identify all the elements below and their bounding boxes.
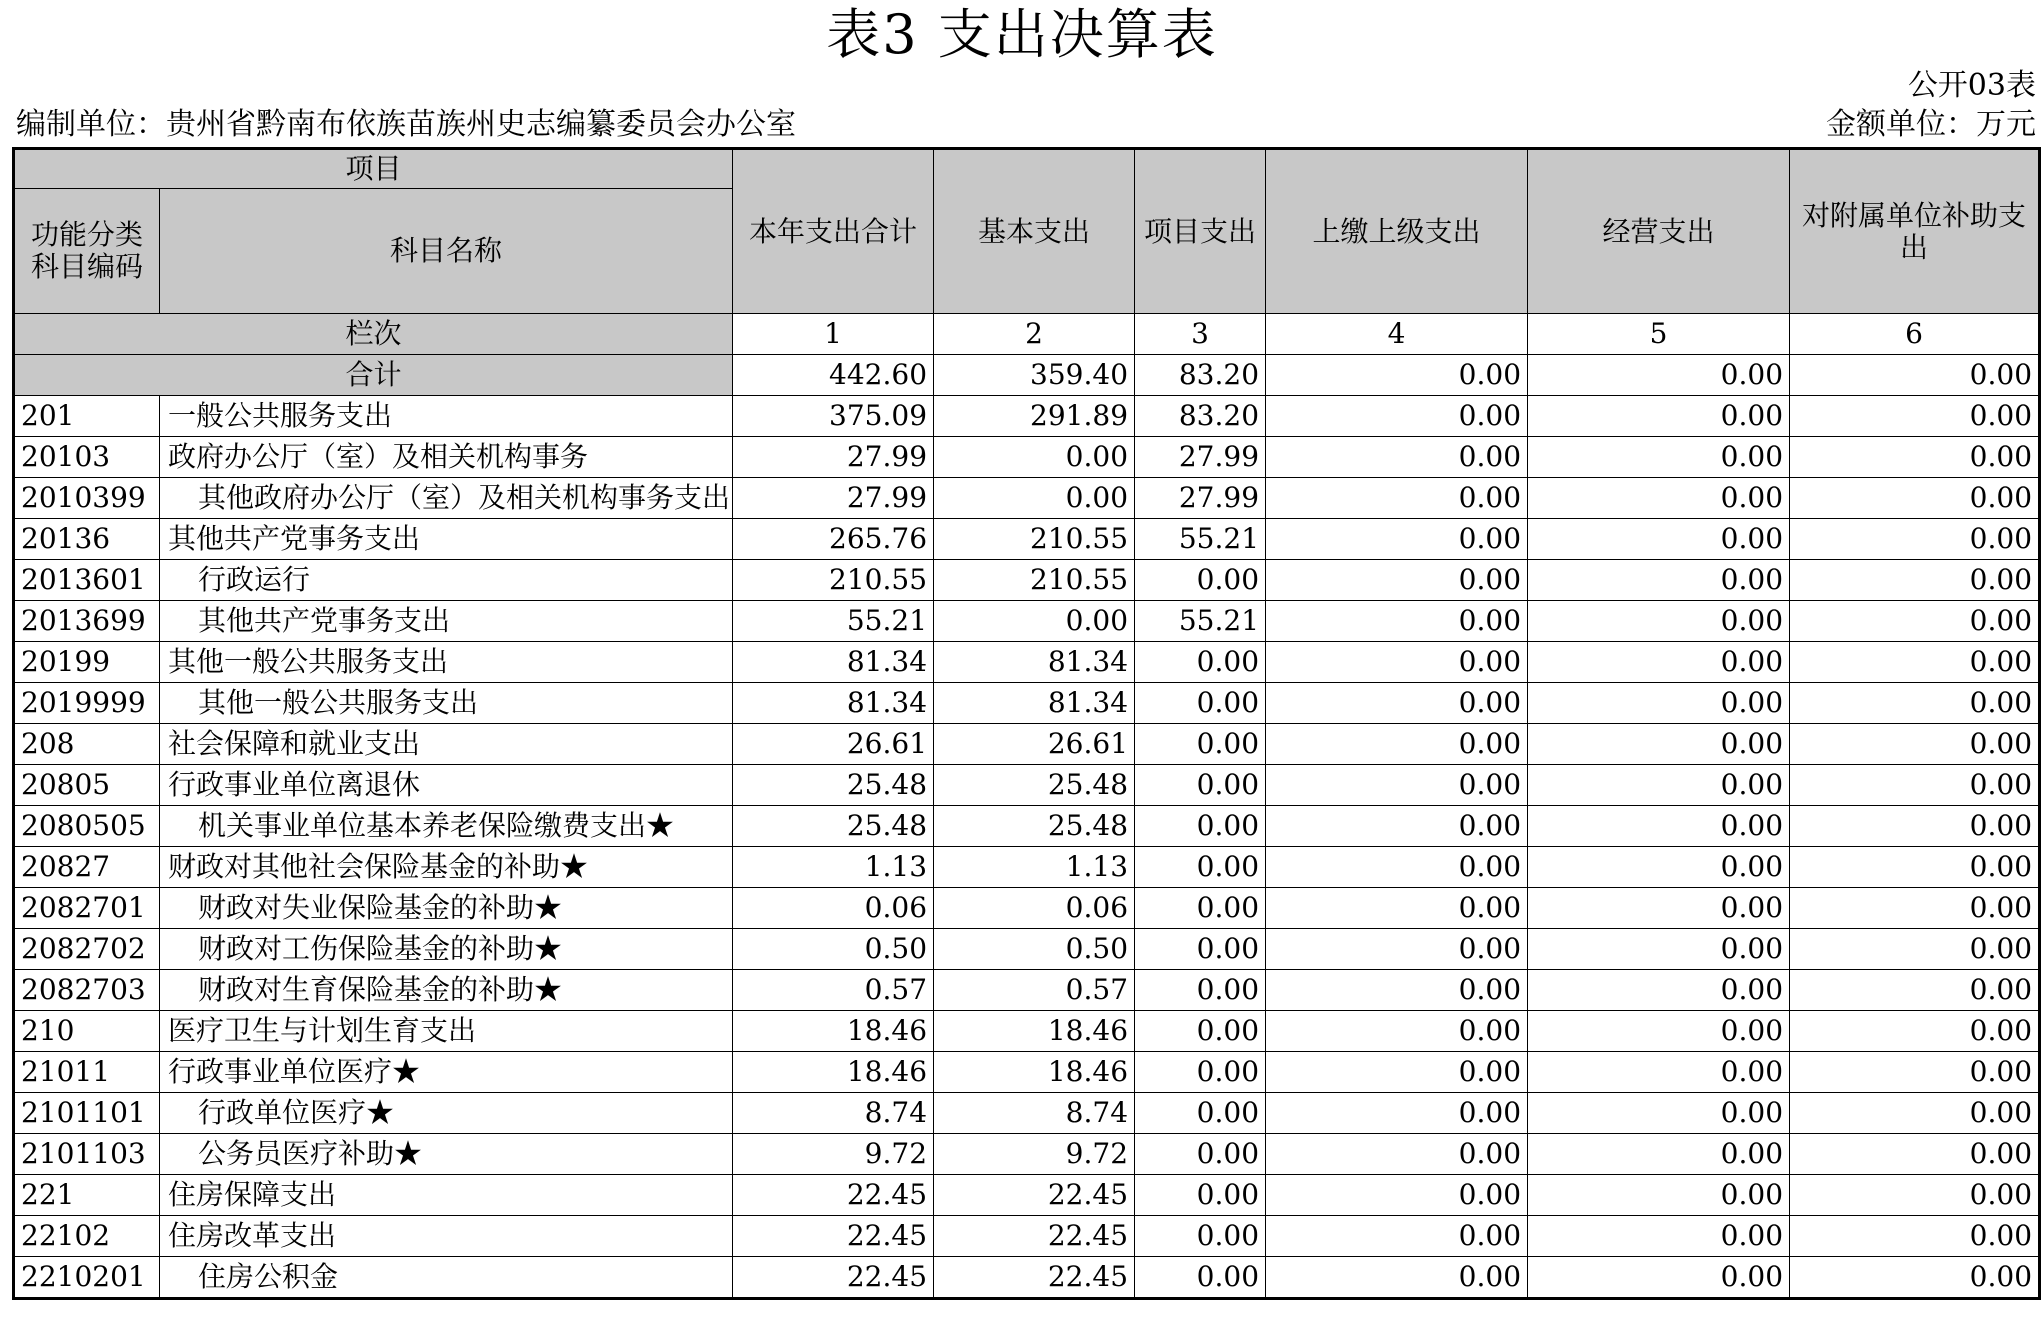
row-v5: 0.00 [1528,1257,1790,1299]
header-col1: 本年支出合计 [733,149,934,314]
table-row [14,683,2040,724]
row-name: 行政事业单位离退休 [160,765,733,806]
row-v5: 0.00 [1528,1134,1790,1175]
row-v4: 0.00 [1266,929,1528,970]
row-v3: 0.00 [1135,1175,1266,1216]
row-v1: 22.45 [733,1216,934,1257]
row-v4: 0.00 [1266,437,1528,478]
row-v4: 0.00 [1266,396,1528,437]
row-v3: 0.00 [1135,724,1266,765]
row-v6: 0.00 [1790,888,2040,929]
row-v5: 0.00 [1528,765,1790,806]
row-v1: 8.74 [733,1093,934,1134]
row-v2: 0.57 [934,970,1135,1011]
row-code: 21011 [14,1052,160,1093]
row-v4: 0.00 [1266,642,1528,683]
row-v3: 27.99 [1135,478,1266,519]
total-row [14,355,2040,396]
column-number-row [14,314,2040,355]
header-col5: 经营支出 [1528,149,1790,314]
row-v5: 0.00 [1528,1093,1790,1134]
row-v4: 0.00 [1266,765,1528,806]
row-v1: 18.46 [733,1011,934,1052]
table-row [14,642,2040,683]
header-row-1 [14,149,2040,189]
row-v2: 0.06 [934,888,1135,929]
row-v4: 0.00 [1266,560,1528,601]
row-v2: 1.13 [934,847,1135,888]
table-row [14,724,2040,765]
row-v6: 0.00 [1790,478,2040,519]
row-v6: 0.00 [1790,396,2040,437]
row-v4: 0.00 [1266,1134,1528,1175]
table-row [14,888,2040,929]
currency-unit: 金额单位：万元 [1826,107,2036,142]
row-v4: 0.00 [1266,806,1528,847]
header-col3: 项目支出 [1135,149,1266,314]
row-name: 一般公共服务支出 [160,396,733,437]
row-v5: 0.00 [1528,970,1790,1011]
row-code: 20199 [14,642,160,683]
header-project: 项目 [14,149,733,189]
total-v3: 83.20 [1135,355,1266,396]
form-number: 公开03表 [1907,68,2036,103]
row-name: 医疗卫生与计划生育支出 [160,1011,733,1052]
row-v5: 0.00 [1528,806,1790,847]
table-row [14,396,2040,437]
row-v4: 0.00 [1266,888,1528,929]
row-v2: 210.55 [934,560,1135,601]
row-v4: 0.00 [1266,519,1528,560]
row-v5: 0.00 [1528,929,1790,970]
row-v6: 0.00 [1790,1052,2040,1093]
row-v3: 0.00 [1135,929,1266,970]
row-code: 2101103 [14,1134,160,1175]
row-v5: 0.00 [1528,888,1790,929]
row-v3: 0.00 [1135,1093,1266,1134]
row-v4: 0.00 [1266,847,1528,888]
row-code: 2013699 [14,601,160,642]
row-code: 210 [14,1011,160,1052]
row-v3: 0.00 [1135,765,1266,806]
row-v6: 0.00 [1790,724,2040,765]
row-v4: 0.00 [1266,724,1528,765]
row-v3: 0.00 [1135,970,1266,1011]
row-code: 2019999 [14,683,160,724]
row-name: 住房公积金 [160,1257,733,1299]
row-v6: 0.00 [1790,1175,2040,1216]
row-v4: 0.00 [1266,601,1528,642]
row-v1: 0.57 [733,970,934,1011]
row-v5: 0.00 [1528,437,1790,478]
row-v2: 81.34 [934,642,1135,683]
table-row [14,1175,2040,1216]
row-v6: 0.00 [1790,642,2040,683]
table-row [14,970,2040,1011]
row-v6: 0.00 [1790,519,2040,560]
column-number-3: 3 [1135,314,1266,355]
row-v3: 0.00 [1135,1257,1266,1299]
table-row [14,560,2040,601]
row-v5: 0.00 [1528,560,1790,601]
row-code: 22102 [14,1216,160,1257]
row-code: 20103 [14,437,160,478]
row-v1: 55.21 [733,601,934,642]
header-col6: 对附属单位补助支出 [1790,149,2040,314]
row-code: 2210201 [14,1257,160,1299]
row-v4: 0.00 [1266,1052,1528,1093]
table-row [14,929,2040,970]
row-v2: 26.61 [934,724,1135,765]
row-v3: 0.00 [1135,1052,1266,1093]
total-label: 合计 [14,355,733,396]
row-v2: 291.89 [934,396,1135,437]
row-v6: 0.00 [1790,601,2040,642]
table-row [14,1216,2040,1257]
table-row [14,1093,2040,1134]
compiling-unit: 编制单位：贵州省黔南布依族苗族州史志编纂委员会办公室 [16,107,796,142]
row-v6: 0.00 [1790,1216,2040,1257]
table-row [14,1257,2040,1299]
row-name: 其他政府办公厅（室）及相关机构事务支出 [160,478,733,519]
row-name: 财政对工伤保险基金的补助★ [160,929,733,970]
row-v2: 0.00 [934,601,1135,642]
row-v4: 0.00 [1266,478,1528,519]
row-v2: 9.72 [934,1134,1135,1175]
total-v5: 0.00 [1528,355,1790,396]
row-v2: 0.00 [934,437,1135,478]
row-v3: 0.00 [1135,683,1266,724]
row-code: 2082702 [14,929,160,970]
row-v2: 18.46 [934,1052,1135,1093]
row-v3: 27.99 [1135,437,1266,478]
row-v2: 0.50 [934,929,1135,970]
row-v6: 0.00 [1790,1257,2040,1299]
row-v1: 27.99 [733,437,934,478]
table-row [14,1011,2040,1052]
total-v1: 442.60 [733,355,934,396]
row-v3: 0.00 [1135,847,1266,888]
row-v4: 0.00 [1266,1175,1528,1216]
total-v4: 0.00 [1266,355,1528,396]
row-code: 2013601 [14,560,160,601]
row-v3: 55.21 [1135,601,1266,642]
row-v2: 210.55 [934,519,1135,560]
row-v2: 22.45 [934,1216,1135,1257]
row-code: 20827 [14,847,160,888]
row-code: 2101101 [14,1093,160,1134]
row-code: 208 [14,724,160,765]
row-v3: 0.00 [1135,1134,1266,1175]
row-v2: 22.45 [934,1175,1135,1216]
column-number-4: 4 [1266,314,1528,355]
table-row [14,601,2040,642]
table-row [14,806,2040,847]
row-v1: 210.55 [733,560,934,601]
row-v5: 0.00 [1528,1011,1790,1052]
row-name: 社会保障和就业支出 [160,724,733,765]
row-v1: 27.99 [733,478,934,519]
row-name: 机关事业单位基本养老保险缴费支出★ [160,806,733,847]
row-name: 其他共产党事务支出 [160,601,733,642]
row-v3: 0.00 [1135,1216,1266,1257]
header-col4: 上缴上级支出 [1266,149,1528,314]
row-v5: 0.00 [1528,1175,1790,1216]
column-number-1: 1 [733,314,934,355]
row-v4: 0.00 [1266,1093,1528,1134]
row-name: 财政对生育保险基金的补助★ [160,970,733,1011]
row-name: 财政对其他社会保险基金的补助★ [160,847,733,888]
row-v1: 1.13 [733,847,934,888]
row-name: 行政单位医疗★ [160,1093,733,1134]
row-code: 2082703 [14,970,160,1011]
row-name: 其他一般公共服务支出 [160,683,733,724]
row-name: 行政运行 [160,560,733,601]
row-v1: 0.06 [733,888,934,929]
row-v2: 18.46 [934,1011,1135,1052]
row-v4: 0.00 [1266,1257,1528,1299]
table-row [14,437,2040,478]
header-code: 功能分类科目编码 [14,189,160,314]
row-v1: 0.50 [733,929,934,970]
total-v2: 359.40 [934,355,1135,396]
row-v5: 0.00 [1528,396,1790,437]
row-v1: 18.46 [733,1052,934,1093]
row-name: 其他共产党事务支出 [160,519,733,560]
table-row [14,1134,2040,1175]
column-number-6: 6 [1790,314,2040,355]
row-code: 20805 [14,765,160,806]
row-name: 住房改革支出 [160,1216,733,1257]
row-code: 2010399 [14,478,160,519]
row-v5: 0.00 [1528,683,1790,724]
row-v5: 0.00 [1528,847,1790,888]
row-v2: 25.48 [934,765,1135,806]
column-number-2: 2 [934,314,1135,355]
row-v3: 0.00 [1135,888,1266,929]
header-subject: 科目名称 [160,189,733,314]
row-v3: 0.00 [1135,560,1266,601]
row-v6: 0.00 [1790,1093,2040,1134]
row-v1: 25.48 [733,765,934,806]
row-v2: 0.00 [934,478,1135,519]
row-v6: 0.00 [1790,437,2040,478]
row-name: 财政对失业保险基金的补助★ [160,888,733,929]
table-row [14,1052,2040,1093]
row-v6: 0.00 [1790,929,2040,970]
row-v1: 265.76 [733,519,934,560]
row-v5: 0.00 [1528,1052,1790,1093]
row-v4: 0.00 [1266,683,1528,724]
table-row [14,765,2040,806]
row-v1: 81.34 [733,642,934,683]
row-code: 2082701 [14,888,160,929]
row-name: 其他一般公共服务支出 [160,642,733,683]
table-row [14,519,2040,560]
row-v6: 0.00 [1790,1134,2040,1175]
row-v1: 22.45 [733,1257,934,1299]
row-v6: 0.00 [1790,560,2040,601]
row-name: 公务员医疗补助★ [160,1134,733,1175]
row-v3: 0.00 [1135,806,1266,847]
row-v2: 22.45 [934,1257,1135,1299]
row-v3: 0.00 [1135,642,1266,683]
row-v6: 0.00 [1790,847,2040,888]
row-v6: 0.00 [1790,970,2040,1011]
total-v6: 0.00 [1790,355,2040,396]
table-row [14,847,2040,888]
row-v4: 0.00 [1266,1216,1528,1257]
row-v2: 8.74 [934,1093,1135,1134]
row-v4: 0.00 [1266,1011,1528,1052]
row-v2: 81.34 [934,683,1135,724]
row-v3: 55.21 [1135,519,1266,560]
row-v1: 375.09 [733,396,934,437]
expenditure-table [12,147,2041,1300]
row-v1: 22.45 [733,1175,934,1216]
row-v3: 0.00 [1135,1011,1266,1052]
row-v1: 26.61 [733,724,934,765]
column-number-5: 5 [1528,314,1790,355]
row-code: 20136 [14,519,160,560]
row-name: 政府办公厅（室）及相关机构事务 [160,437,733,478]
row-v4: 0.00 [1266,970,1528,1011]
row-code: 221 [14,1175,160,1216]
row-v6: 0.00 [1790,765,2040,806]
row-v6: 0.00 [1790,683,2040,724]
row-v1: 9.72 [733,1134,934,1175]
row-v3: 83.20 [1135,396,1266,437]
header-lanci: 栏次 [14,314,733,355]
row-v5: 0.00 [1528,1216,1790,1257]
row-v5: 0.00 [1528,478,1790,519]
row-v5: 0.00 [1528,724,1790,765]
page-title: 表3 支出决算表 [826,3,1218,66]
row-v5: 0.00 [1528,601,1790,642]
row-v5: 0.00 [1528,519,1790,560]
row-code: 201 [14,396,160,437]
row-v6: 0.00 [1790,1011,2040,1052]
row-v1: 81.34 [733,683,934,724]
row-v6: 0.00 [1790,806,2040,847]
row-v1: 25.48 [733,806,934,847]
row-v2: 25.48 [934,806,1135,847]
row-name: 行政事业单位医疗★ [160,1052,733,1093]
row-v5: 0.00 [1528,642,1790,683]
table-row [14,478,2040,519]
row-name: 住房保障支出 [160,1175,733,1216]
row-code: 2080505 [14,806,160,847]
header-col2: 基本支出 [934,149,1135,314]
